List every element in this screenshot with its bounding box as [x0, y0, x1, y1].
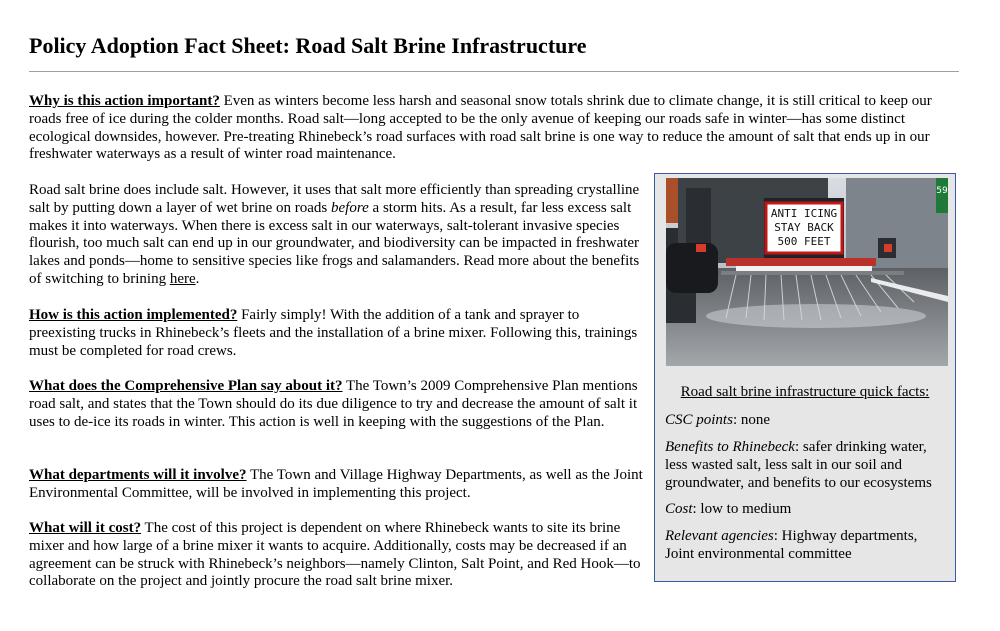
cost-question: What will it cost?	[29, 520, 142, 536]
fact-cost	[665, 501, 949, 519]
sign-line-1: ANTI ICING	[770, 207, 838, 220]
departments-question: What departments will it involve?	[29, 467, 247, 483]
quick-facts-title: Road salt brine infrastructure quick facts:	[680, 384, 930, 400]
road-sign-number: 59	[936, 186, 948, 196]
brine-text-end: .	[195, 270, 200, 287]
title-divider	[29, 71, 959, 72]
fact-label: Relevant agencies	[665, 528, 774, 544]
how-paragraph	[29, 307, 645, 360]
brine-text-a: Road salt brine does include salt. However, it uses that salt more efficiently than spreading crystalline salt by putting down a layer of wet brine on roads	[29, 182, 640, 216]
how-text: Fairly simply! With the addition of a tank and sprayer to preexisting trucks in Rhinebeck’s fleets and the installation of a brine mixer. Following this, trainings must be completed for road crews.	[29, 307, 638, 359]
cost-text: The cost of this project is dependent on where Rhinebeck wants to site its brine mixer and how large of a brine mixer it wants to acquire. Additionally, costs may be decreased if an agreement can be struck with Rhinebeck’s neighbors—namely Clinton, Salt Point, and Red Hook—to collaborate on the project and jointly procure the road salt brine mixer.	[29, 520, 641, 590]
why-question: Why is this action important?	[29, 93, 220, 109]
sign-line-2: STAY BACK	[774, 221, 834, 234]
departments-paragraph	[29, 467, 645, 503]
plan-text: The Town’s 2009 Comprehensive Plan mentions road salt, and states that the Town should do its due diligence to try and decrease the amount of salt it uses to de-ice its roads in winter. This action is well in keeping with the suggestions of the Plan.	[29, 378, 638, 430]
plan-paragraph	[29, 378, 645, 431]
fact-label: CSC points	[665, 412, 733, 428]
departments-text: The Town and Village Highway Departments, as well as the Joint Environmental Committee, will be involved in implementing this project.	[29, 467, 643, 501]
fact-label: Benefits to Rhinebeck	[665, 439, 795, 455]
brining-link[interactable]: here	[169, 270, 196, 287]
page-title: Policy Adoption Fact Sheet: Road Salt Brine Infrastructure	[29, 33, 587, 58]
why-paragraph	[29, 93, 964, 164]
fact-value: : safer drinking water, less wasted salt, less salt in our soil and groundwater, and benefits to our ecosystems	[665, 439, 932, 491]
cost-paragraph	[29, 520, 645, 591]
sign-line-3: 500 FEET	[777, 235, 831, 248]
brine-text-b: a storm hits. As a result, far less excess salt makes it into waterways. When there is excess salt in our waterways, salt-tolerant invasive species flourish, too much salt can end up in our groundwater, and biodiversity can be impacted in freshwater lakes and ponds—home to sensitive species like frogs and salamanders. Read more about the benefits of switching to brining	[29, 199, 640, 287]
why-text: Even as winters become less harsh and seasonal snow totals shrink due to climate change, it is still critical to keep our roads free of ice during the colder months. Road salt—long accepted to be the only avenue of keeping our roads safe in winter—has some distinct ecological downsides, however. Pre-treating Rhinebeck’s road surfaces with road salt brine is one way to reduce the amount of salt that ends up in our freshwater waterways as a result of winter road maintenance.	[29, 93, 932, 163]
fact-agencies	[665, 528, 949, 564]
fact-label: Cost	[665, 501, 693, 517]
fact-value: : low to medium	[692, 501, 792, 517]
fact-benefits	[665, 439, 949, 492]
how-question: How is this action implemented?	[29, 307, 238, 323]
fact-csc-points	[665, 412, 949, 430]
brine-truck-photo	[666, 178, 948, 366]
brine-paragraph	[29, 182, 645, 289]
fact-value: : Highway departments, Joint environmental committee	[665, 528, 918, 562]
plan-question: What does the Comprehensive Plan say about it?	[29, 378, 343, 394]
brine-text-emphasis: before	[331, 199, 369, 216]
fact-value: : none	[732, 412, 771, 428]
quick-facts-sidebar	[654, 173, 956, 582]
